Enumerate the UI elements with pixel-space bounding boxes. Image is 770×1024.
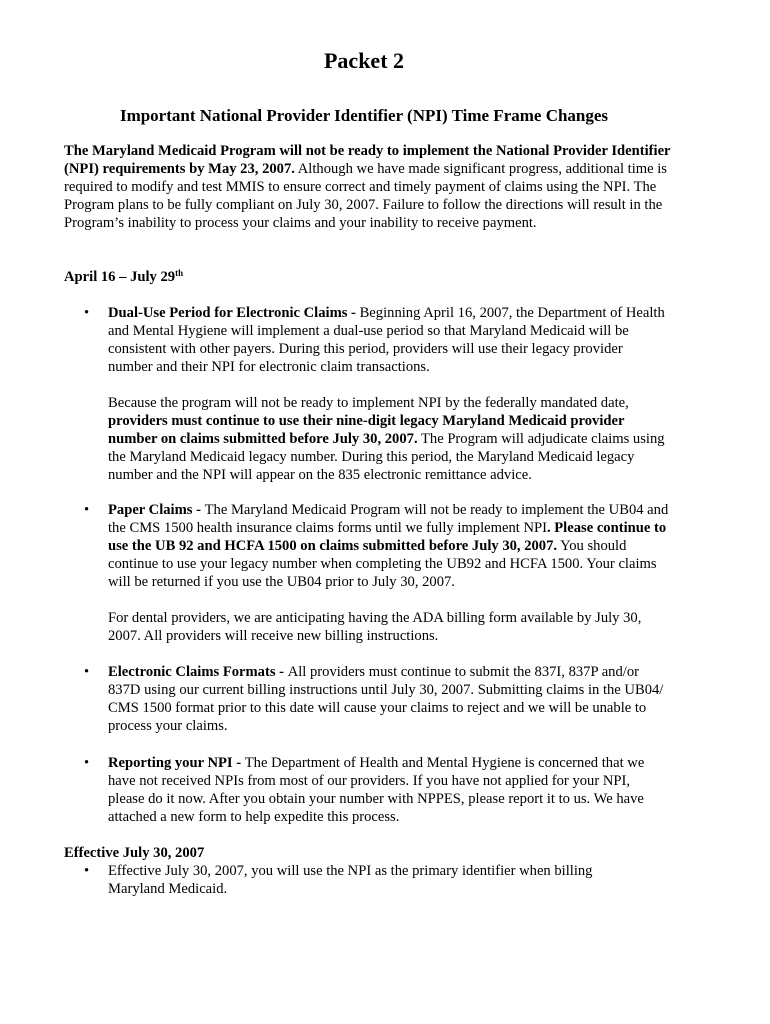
bullet-dot: • (84, 502, 90, 518)
bullet-dot: • (84, 755, 90, 771)
bullet-dual-use-text: Beginning April 16, 2007, the Department of Health and Mental Hygiene will implement a dual-use period so that Maryland Medicaid will be consistent with other payers. During this period, providers will use their legacy provider number and their NPI for electronic claim transactions. (108, 305, 665, 375)
reporting-npi-text: The Department of Health and Mental Hygiene is concerned that we have not received NPIs from most of our providers. If you have not applied for your NPI, please do it now. After you obtain your number with NPPES, please report it to us. We have attached a new form to help expedite this process. (108, 755, 645, 825)
bullet-paper-claims (108, 501, 670, 591)
dual-use-para2-text-b: The Program will adjudicate claims using the Maryland Medicaid legacy number. During this period, the Maryland Medicaid legacy number and the NPI will appear on the 835 electronic remittance advice. (108, 431, 665, 483)
bullet-electronic-formats-label: Electronic Claims Formats - (108, 664, 288, 680)
bullet-reporting-npi-label: Reporting your NPI - (108, 755, 245, 771)
bullet-paper-claims-label: Paper Claims - (108, 502, 205, 518)
bullet-paper-claims-para2: For dental providers, we are anticipating having the ADA billing form available by July 30, 2007. All providers will receive new billing instructions. (108, 610, 642, 644)
section-heading-effective: Effective July 30, 2007 (64, 845, 205, 861)
bullet-dot: • (84, 664, 90, 680)
section-heading-april-sup: th (175, 268, 184, 278)
dual-use-para2-text-a: Because the program will not be ready to implement NPI by the federally mandated date, (108, 395, 629, 411)
paper-claims-bold: . Please continue to use the UB 92 and HCFA 1500 on claims submitted before July 30, 2007. (108, 520, 667, 554)
paper-claims-text-b: You should continue to use your legacy number when completing the UB92 and HCFA 1500. Your claims will be returned if you use the UB04 prior to July 30, 2007. (108, 538, 657, 590)
bullet-dual-use-para2 (108, 394, 670, 484)
electronic-formats-text: All providers must continue to submit the 837I, 837P and/or 837D using our current billing instructions until July 30, 2007. Submitting claims in the UB04/ CMS 1500 format prior to this date will cause your claims to reject and we will be unable to process your claims. (108, 664, 664, 734)
section-heading-april (64, 268, 464, 286)
bullet-electronic-formats (108, 663, 670, 735)
bullet-dual-use (108, 304, 670, 376)
bullet-effective: Effective July 30, 2007, you will use the NPI as the primary identifier when billing Maryland Medicaid. (108, 863, 593, 897)
section-heading-april-text: April 16 – July 29 (64, 269, 176, 285)
paper-claims-text: The Maryland Medicaid Program will not be ready to implement the UB04 and the CMS 1500 health insurance claims forms until we fully implement NPI (108, 502, 669, 536)
intro-bold-text: The Maryland Medicaid Program will not be ready to implement the National Provider Identifier (NPI) requirements by May 23, 2007. (64, 143, 671, 177)
intro-text: Although we have made significant progress, additional time is required to modify and test MMIS to ensure correct and timely payment of claims using the NPI. The Program plans to be fully compliant on July 30, 2007. Failure to follow the directions will result in the Program’s inability to process your claims and your inability to receive payment. (64, 161, 667, 231)
bullet-dot: • (84, 863, 90, 879)
bullet-dot: • (84, 305, 90, 321)
bullet-dual-use-para1 (108, 304, 670, 376)
dual-use-para2-bold: providers must continue to use their nine-digit legacy Maryland Medicaid provider number on claims submitted before July 30, 2007. (108, 413, 625, 447)
bullet-dual-use-label: Dual-Use Period for Electronic Claims - (108, 305, 360, 321)
intro-paragraph (64, 142, 676, 232)
bullet-reporting-npi (108, 754, 670, 826)
document-subtitle: Important National Provider Identifier (NPI) Time Frame Changes (119, 106, 609, 125)
page-title: Packet 2 (323, 48, 405, 73)
